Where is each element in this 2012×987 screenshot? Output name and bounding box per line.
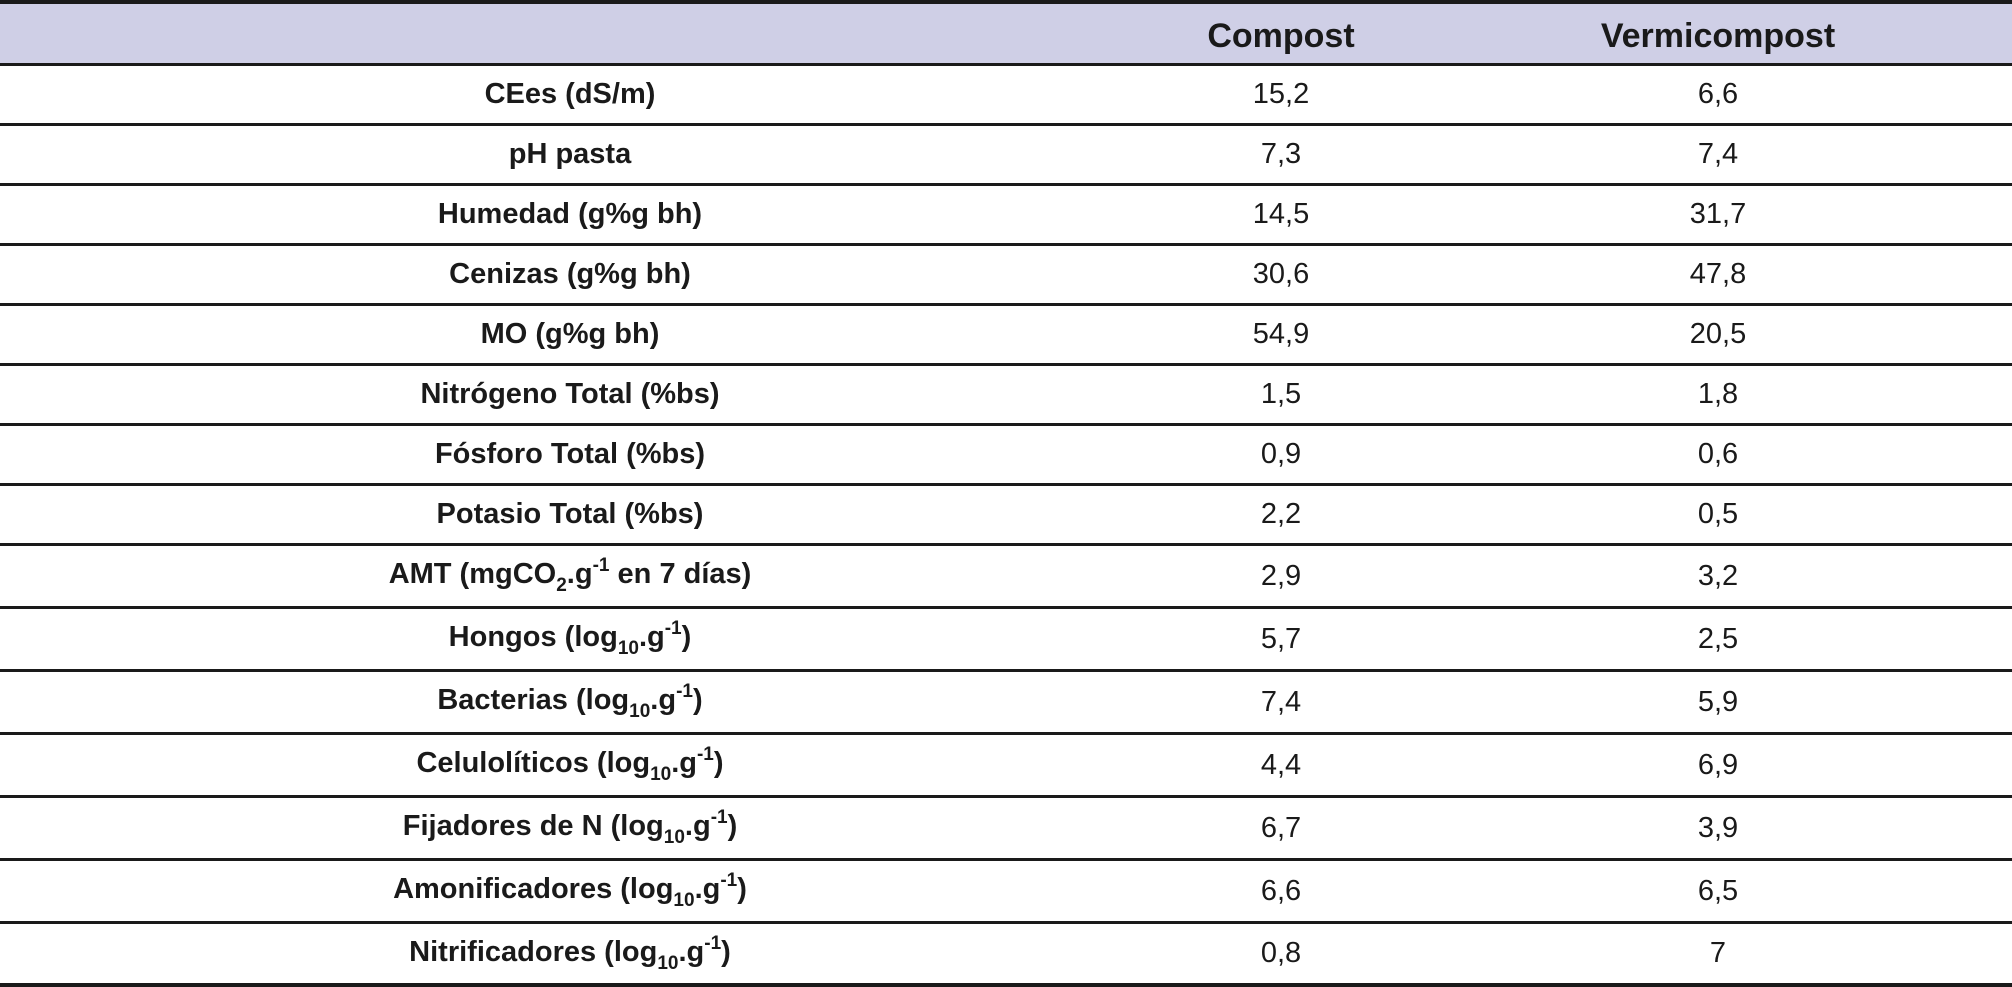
label-subscript: 10 xyxy=(629,701,651,722)
compost-value: 1,5 xyxy=(1260,378,1302,410)
label-text: .g xyxy=(694,873,721,905)
row-label: Potasio Total (%bs) xyxy=(436,498,704,530)
compost-value: 7,3 xyxy=(1260,138,1302,170)
label-text: AMT (mgCO xyxy=(388,558,557,590)
label-text: .g xyxy=(566,558,593,590)
table-row xyxy=(0,66,2012,126)
compost-value: 7,4 xyxy=(1260,685,1302,718)
label-text: ) xyxy=(737,873,747,905)
compost-value: 5,7 xyxy=(1260,622,1302,655)
table-row xyxy=(0,246,2012,306)
label-superscript: -1 xyxy=(664,618,682,639)
vermicompost-value: 3,2 xyxy=(1697,559,1739,592)
vermicompost-value: 20,5 xyxy=(1689,318,1747,350)
header-compost: Compost xyxy=(1207,17,1355,55)
row-label xyxy=(0,618,1140,660)
compost-value: 2,9 xyxy=(1260,559,1302,592)
label-text: ) xyxy=(681,621,692,653)
label-superscript: -1 xyxy=(704,932,722,954)
label-subscript: 10 xyxy=(650,764,672,785)
label-superscript: -1 xyxy=(696,744,714,765)
compost-value: 14,5 xyxy=(1252,198,1310,230)
compost-value: 15,2 xyxy=(1252,78,1310,110)
row-label: Cenizas (g%g bh) xyxy=(449,258,691,290)
row-label: CEes (dS/m) xyxy=(484,78,656,110)
compost-value: 0,9 xyxy=(1260,438,1302,470)
vermicompost-value: 31,7 xyxy=(1689,198,1747,230)
table-row xyxy=(0,186,2012,246)
row-label: MO (g%g bh) xyxy=(480,318,660,350)
label-text: en 7 días) xyxy=(609,558,752,590)
table-row xyxy=(0,672,2012,735)
table-row xyxy=(0,546,2012,609)
label-text: .g xyxy=(638,621,665,653)
label-superscript: -1 xyxy=(676,681,693,702)
vermicompost-value: 5,9 xyxy=(1697,685,1739,718)
row-label xyxy=(0,744,1140,786)
vermicompost-value: 0,6 xyxy=(1697,438,1739,470)
vermicompost-value: 7 xyxy=(1709,937,1727,969)
vermicompost-value: 3,9 xyxy=(1697,811,1739,844)
table-row xyxy=(0,486,2012,546)
label-text: .g xyxy=(650,684,677,716)
vermicompost-value: 6,5 xyxy=(1697,874,1739,907)
label-text: ) xyxy=(727,810,738,842)
label-subscript: 10 xyxy=(657,952,679,974)
vermicompost-value: 0,5 xyxy=(1697,498,1739,530)
label-subscript: 2 xyxy=(556,575,567,596)
compost-value: 6,7 xyxy=(1260,811,1302,844)
vermicompost-value: 2,5 xyxy=(1697,622,1739,655)
row-label xyxy=(0,555,1140,597)
label-text: Amonificadores (log xyxy=(393,873,674,905)
label-text: Nitrificadores (log xyxy=(409,935,658,968)
compost-value: 30,6 xyxy=(1252,258,1310,290)
label-superscript: -1 xyxy=(592,555,610,576)
row-label xyxy=(0,933,1140,975)
vermicompost-value: 1,8 xyxy=(1697,378,1739,410)
label-text: ) xyxy=(713,747,724,779)
row-label: Nitrógeno Total (%bs) xyxy=(420,378,720,410)
row-label: Humedad (g%g bh) xyxy=(437,198,703,230)
row-label xyxy=(0,681,1140,723)
compost-value: 2,2 xyxy=(1260,498,1302,530)
table-row xyxy=(0,924,2012,987)
label-text: Hongos (log xyxy=(448,621,618,653)
table-row xyxy=(0,609,2012,672)
label-text: .g xyxy=(671,747,697,779)
label-text: .g xyxy=(678,935,705,968)
table-row xyxy=(0,126,2012,186)
label-superscript: -1 xyxy=(720,870,738,891)
table-row xyxy=(0,366,2012,426)
table-header-row xyxy=(0,0,2012,66)
table-row xyxy=(0,798,2012,861)
label-subscript: 10 xyxy=(673,890,695,911)
label-text: Celulolíticos (log xyxy=(416,747,651,779)
label-text: ) xyxy=(721,935,731,968)
label-subscript: 10 xyxy=(617,638,639,659)
vermicompost-value: 47,8 xyxy=(1689,258,1747,290)
label-text: Bacterias (log xyxy=(437,684,630,716)
compost-value: 6,6 xyxy=(1260,874,1302,907)
label-subscript: 10 xyxy=(663,827,685,848)
vermicompost-value: 7,4 xyxy=(1697,138,1739,170)
label-text: ) xyxy=(692,684,703,716)
table-row xyxy=(0,426,2012,486)
row-label: Fósforo Total (%bs) xyxy=(434,438,706,470)
row-label: pH pasta xyxy=(508,138,632,170)
row-label xyxy=(0,870,1140,912)
header-vermicompost: Vermicompost xyxy=(1600,17,1836,55)
row-label xyxy=(0,807,1140,849)
label-superscript: -1 xyxy=(710,807,728,828)
table-row xyxy=(0,735,2012,798)
label-text: .g xyxy=(684,810,711,842)
label-text: Fijadores de N (log xyxy=(402,810,664,842)
compost-value: 54,9 xyxy=(1252,318,1310,350)
compost-value: 4,4 xyxy=(1260,748,1302,781)
table-row xyxy=(0,306,2012,366)
vermicompost-value: 6,9 xyxy=(1697,748,1739,781)
vermicompost-value: 6,6 xyxy=(1697,78,1739,110)
compost-value: 0,8 xyxy=(1260,937,1302,969)
header-parameter xyxy=(0,31,1140,37)
table-row xyxy=(0,861,2012,924)
